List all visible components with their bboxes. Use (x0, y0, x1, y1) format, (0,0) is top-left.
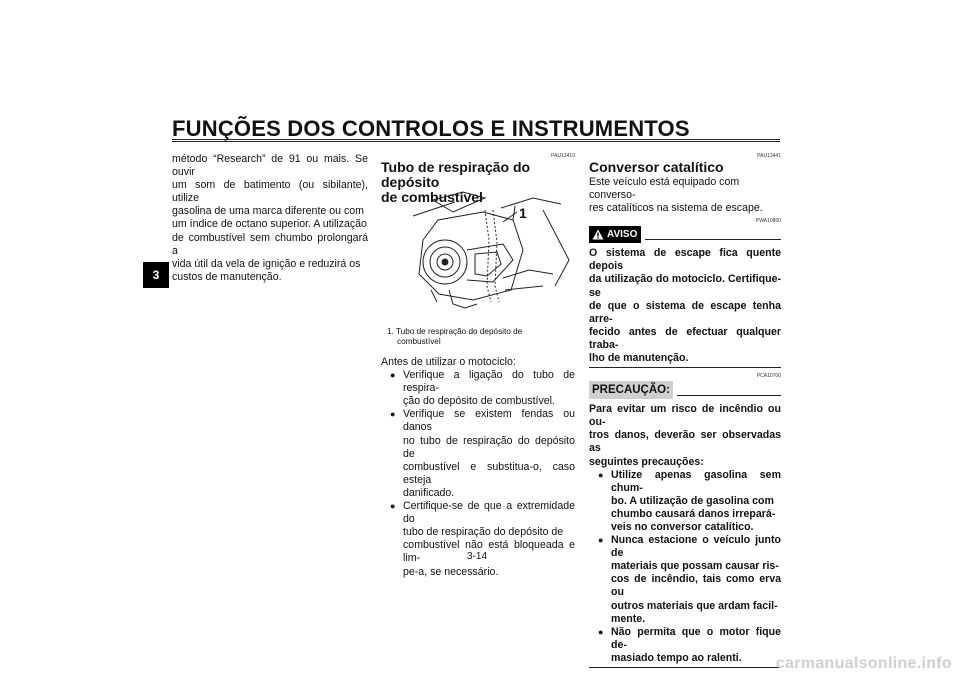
text-line: veis no conversor catalítico. (611, 520, 754, 533)
page-header-title: FUNÇÕES DOS CONTROLOS E INSTRUMENTOS (172, 116, 690, 141)
heading-line: Tubo de respiração do depósito (381, 159, 531, 190)
heading-line: de combustível (381, 189, 483, 205)
text-line: mente. (611, 612, 646, 625)
section-code: PAU13441 (757, 153, 781, 159)
text-line: pe-a, se necessário. (403, 565, 499, 578)
text-line: materiais que possam causar ris- (611, 560, 779, 573)
text-line: ● Não permita que o motor fique de- (611, 625, 781, 651)
list-item (597, 534, 781, 626)
engine-drawing (393, 190, 573, 318)
caution-text (589, 403, 781, 665)
text-line: vida útil da vela de ignição e reduzirá os (172, 257, 361, 270)
text-line: Para evitar um risco de incêndio ou ou- (589, 403, 781, 429)
text-line: gasolina de uma marca diferente ou com (172, 205, 364, 218)
caption-line: combustível (397, 337, 441, 346)
divider (589, 367, 781, 368)
warning-header (589, 226, 781, 243)
figure-caption (381, 327, 575, 347)
column-1 (172, 153, 368, 284)
text-line: de combustível sem chumbo prolongará a (172, 231, 368, 257)
aviso-badge (589, 226, 641, 243)
text-line: outros materiais que ardam facil- (611, 599, 778, 612)
text-line: um som de batimento (ou sibilante), utilize (172, 179, 368, 205)
text-line: lho de manutenção. (589, 352, 689, 365)
caution-code: PCA10700 (756, 373, 781, 380)
page-number: 3-14 (467, 551, 488, 562)
text-line: ● Certifique-se de que a extremidade do (403, 500, 575, 526)
text-line: da utilização do motociclo. Certifique-se (589, 273, 781, 299)
text-line: um índice de octano superior. A utilização (172, 218, 367, 231)
text-line: de que o sistema de escape tenha arre- (589, 299, 781, 325)
caption-line: 1. Tubo de respiração do depósito de (387, 327, 523, 336)
divider (589, 667, 781, 668)
warning-triangle-icon (592, 229, 604, 240)
text-line: O sistema de escape fica quente depois (589, 247, 781, 273)
list-item (389, 408, 575, 500)
header-rule (172, 139, 780, 142)
text-line: cos de incêndio, tais como erva ou (611, 573, 781, 599)
text-line: tubo de respiração do depósito de (403, 526, 564, 539)
list-item (597, 626, 781, 665)
column-3 (589, 153, 781, 668)
warning-text (589, 247, 781, 365)
text-line: ● Nunca estacione o veículo junto de (611, 534, 781, 560)
text-line: res catalíticos na sistema de escape. (589, 202, 763, 215)
breather-hose-illustration (393, 190, 573, 318)
text-line: masiado tempo ao ralenti. (611, 651, 742, 664)
text-line: no tubo de respiração do depósito de (403, 434, 575, 460)
text-line: Este veículo está equipado com converso- (589, 176, 740, 202)
text-line: chumbo causará danos irrepará- (611, 507, 776, 520)
warning-code: PWA10860 (755, 218, 781, 225)
section-heading: Conversor catalítico (589, 159, 724, 175)
list-item (389, 369, 575, 408)
text-line: danificado. (403, 486, 455, 499)
text-line: combustível não está bloqueada e lim- (403, 539, 575, 565)
text-line: fecido antes de efectuar qualquer traba- (589, 325, 781, 351)
text-line: método “Research” de 91 ou mais. Se ouvir (172, 153, 368, 179)
precaucao-badge: PRECAUÇÃO: (589, 381, 673, 399)
text-line: custos de manutenção. (172, 270, 282, 283)
caution-header (589, 381, 781, 399)
section-code: PAU13410 (551, 153, 575, 159)
column-2-body (381, 327, 575, 579)
text-line: seguintes precauções: (589, 455, 704, 468)
text-line: ● Verifique se existem fendas ou danos (403, 408, 575, 434)
aviso-label: AVISO (607, 229, 638, 241)
divider (677, 395, 781, 396)
intro-text: Antes de utilizar o motociclo: (381, 356, 516, 368)
list-item (597, 469, 781, 534)
chapter-tab: 3 (143, 262, 169, 288)
text-line: ção do depósito de combustível. (403, 395, 555, 408)
list-item (389, 500, 575, 579)
divider (645, 239, 781, 240)
text-line: combustível e substitua-o, caso esteja (403, 460, 575, 486)
watermark: carmanualsonline.info (775, 655, 952, 672)
text-line: ● Verifique a ligação do tubo de respira- (403, 369, 575, 395)
callout-number: 1 (519, 205, 527, 221)
text-line: tros danos, deverão ser observadas as (589, 429, 781, 455)
intro-text (589, 176, 781, 215)
text-line: ● Utilize apenas gasolina sem chum- (611, 468, 781, 494)
text-line: bo. A utilização de gasolina com (611, 494, 774, 507)
